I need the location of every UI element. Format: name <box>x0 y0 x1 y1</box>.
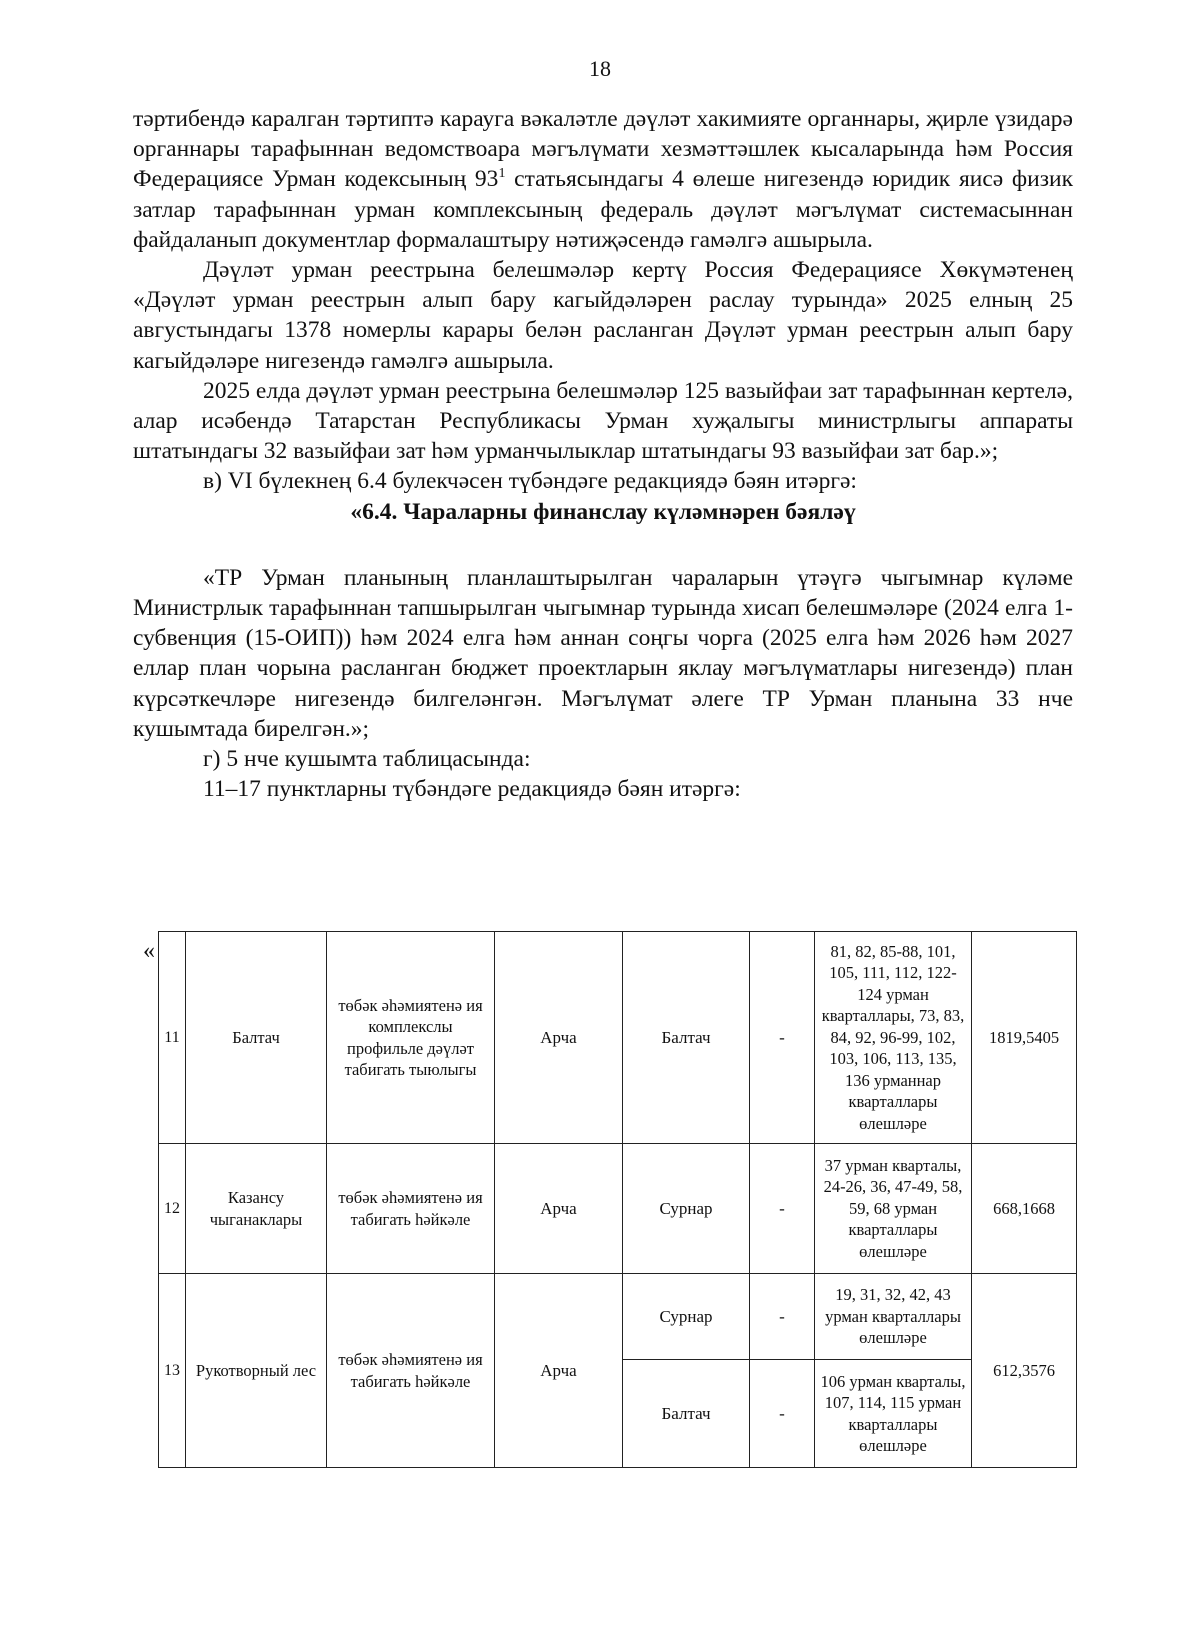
paragraph-1-text-a: тәртибендә каралган тәртиптә карауга вәкаләтле дәүләт хакимияте органнары, җирле үзидарә органнары тарафыннан ведомствоара мәгълүмати хезмәттәшлек кысаларында һәм Россия Федерациясе Урман кодексының 93 <box>133 106 1073 193</box>
paragraph-1-text-b: статьясындагы 4 өлеше нигезендә юридик яисә физик затлар тарафыннан урман комплексының федераль дәүләт мәгълүмат системасыннан файдаланып документлар формалаштыру нәтиҗәсендә гамәлгә ашырыла. <box>133 166 1073 253</box>
table-row <box>159 1144 1077 1274</box>
site-category: төбәк әһәмиятенә ия комплекслы профильле дәүләт табигать тыюлыгы <box>327 932 495 1144</box>
row-number: 13 <box>159 1274 186 1468</box>
area-value: 668,1668 <box>972 1144 1077 1274</box>
forestry-name: Арча <box>495 932 623 1144</box>
page-number: 18 <box>589 56 611 81</box>
superscript-mark: 1 <box>498 166 506 182</box>
table-opening-quote: « <box>143 938 155 964</box>
site-category: төбәк әһәмиятенә ия табигать һәйкәле <box>327 1274 495 1468</box>
table-row <box>159 932 1077 1144</box>
location-quarters: 81, 82, 85-88, 101, 105, 111, 112, 122-124 урман кварталлары, 73, 83, 84, 92, 96-99, 102, 103, 106, 113, 135, 136 урманнар кварталлары өлешләре <box>815 932 972 1144</box>
area-value: 612,3576 <box>972 1274 1077 1468</box>
dash-cell: - <box>750 1144 815 1274</box>
paragraph-6: г) 5 нче кушымта таблицасында: <box>203 746 531 773</box>
paragraph-3: 2025 елда дәүләт урман реестрына белешмәләр 125 вазыйфаи зат тарафыннан кертелә, алар исәбендә Татарстан Республикасы Урман хуҗалыгы министрлыгы аппараты штатындагы 32 вазыйфаи зат һәм урманчылыклар штатындагы 93 вазыйфаи зат бар.»; <box>133 377 1073 465</box>
location-quarters: 37 урман кварталы, 24-26, 36, 47-49, 58, 59, 68 урман кварталлары өлешләре <box>815 1144 972 1274</box>
site-name: Рукотворный лес <box>186 1274 327 1468</box>
district-name: Сурнар <box>623 1274 750 1360</box>
table-row <box>159 1274 1077 1360</box>
row-number: 11 <box>159 932 186 1144</box>
dash-cell: - <box>750 1360 815 1468</box>
site-category: төбәк әһәмиятенә ия табигать һәйкәле <box>327 1144 495 1274</box>
site-name: Казансу чыганаклары <box>186 1144 327 1274</box>
section-heading: «6.4. Чараларны финанслау күләмнәрен бәяләү <box>350 498 856 525</box>
dash-cell: - <box>750 1274 815 1360</box>
document-body <box>133 104 1073 804</box>
paragraph-7: 11–17 пунктларны түбәндәге редакциядә бәян итәргә: <box>203 776 741 803</box>
location-quarters: 19, 31, 32, 42, 43 урман кварталлары өлешләре <box>815 1274 972 1360</box>
paragraph-4: в) VI бүлекнең 6.4 булекчәсен түбәндәге редакциядә бәян итәргә: <box>203 468 857 495</box>
paragraph-2: Дәүләт урман реестрына белешмәләр кертү Россия Федерациясе Хөкүмәтенең «Дәүләт урман реестрын алып бару кагыйдәләрен раслау турында» 2025 елның 25 августындагы 1378 номерлы карары белән расланган Дәүләт урман реестрын алып бару кагыйдәләре нигезендә гамәлгә ашырыла. <box>133 257 1073 374</box>
area-value: 1819,5405 <box>972 932 1077 1144</box>
forestry-name: Арча <box>495 1144 623 1274</box>
forestry-name: Арча <box>495 1274 623 1468</box>
district-name: Сурнар <box>623 1144 750 1274</box>
dash-cell: - <box>750 932 815 1144</box>
paragraph-1 <box>133 104 1073 255</box>
location-quarters: 106 урман кварталы, 107, 114, 115 урман кварталлары өлешләре <box>815 1360 972 1468</box>
row-number: 12 <box>159 1144 186 1274</box>
paragraph-5: «ТР Урман планының планлаштырылган чараларын үтәүгә чыгымнар күләме Министрлык тарафыннан тапшырылган чыгымнар турында хисап белешмәләре (2024 елга 1-субвенция (15-ОИП)) һәм 2024 елга һәм аннан соңгы чорга (2025 елга һәм 2026 һәм 2027 еллар план чорына расланган бюджет проектларын яклау мәгълүматлары нигезендә) план күрсәткечләре нигезендә билгеләнгән. Мәгълүмат әлеге ТР Урман планына 33 нче кушымтада бирелгән.»; <box>133 564 1073 742</box>
district-name: Балтач <box>623 1360 750 1468</box>
annex-table <box>158 931 1077 1468</box>
district-name: Балтач <box>623 932 750 1144</box>
site-name: Балтач <box>186 932 327 1144</box>
